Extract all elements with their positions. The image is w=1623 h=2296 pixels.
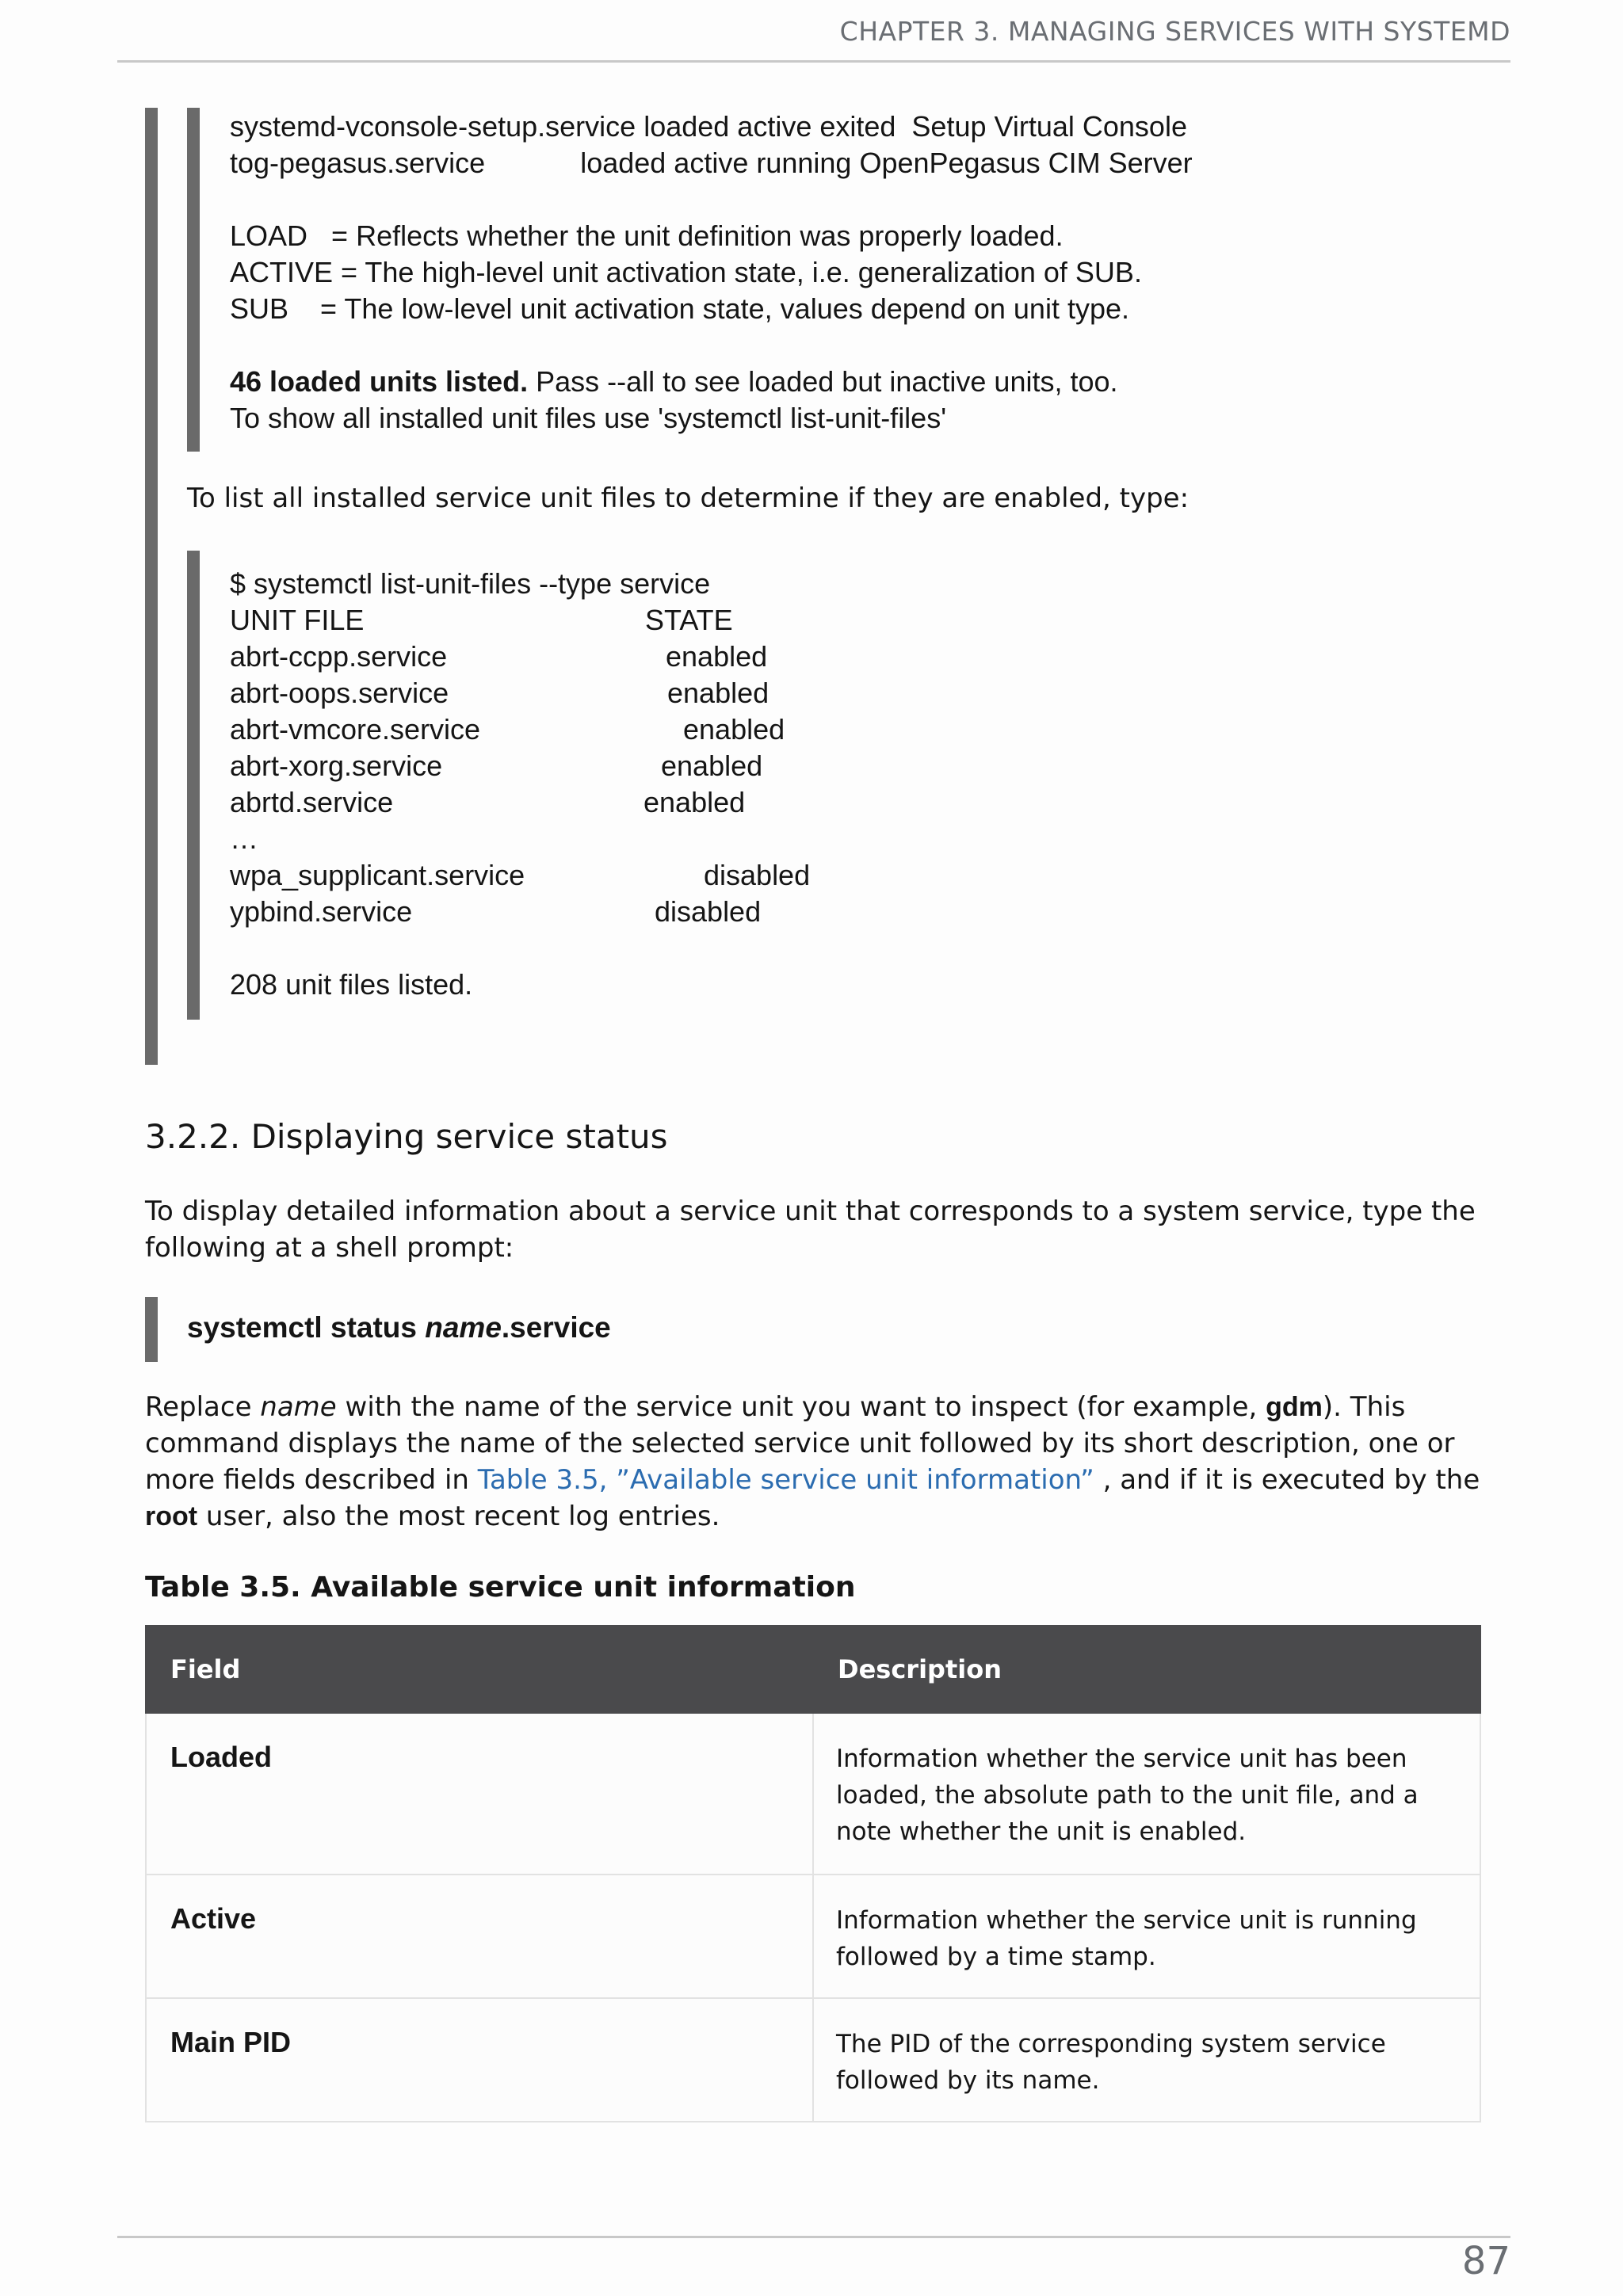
unit-files-footer: 208 unit files listed. [230, 968, 473, 1001]
description-cell: Information whether the service unit has been loaded, the absolute path to the unit file, and a note whether the unit is enabled. [813, 1713, 1480, 1875]
inline-code-gdm: gdm [1266, 1392, 1323, 1422]
header-description: Description [813, 1626, 1480, 1713]
listing-bar [187, 108, 200, 452]
inline-code-root: root [145, 1501, 198, 1531]
summary-count: 46 loaded units listed. [230, 365, 529, 398]
intro-list-files: To list all installed service unit files to determine if they are enabled, type: [187, 482, 1190, 514]
description-cell: Information whether the service unit is running followed by a time stamp. [813, 1875, 1480, 1998]
legend-line: LOAD = Reflects whether the unit definition was properly loaded. [230, 219, 1064, 252]
summary-text: Pass --all to see loaded but inactive units, too. [528, 365, 1118, 398]
unit-file-state: enabled [683, 713, 785, 746]
section-heading: 3.2.2. Displaying service status [145, 1117, 668, 1156]
command-suffix: .service [501, 1311, 611, 1344]
legend-line: ACTIVE = The high-level unit activation state, i.e. generalization of SUB. [230, 256, 1142, 288]
field-cell: Active [146, 1875, 813, 1998]
unit-files-header-unit: UNIT FILE [230, 604, 365, 636]
command-prefix: systemctl status [187, 1311, 426, 1344]
para-replace-text: Replace [145, 1391, 261, 1423]
table-row [146, 1998, 1480, 2122]
listing-summary-line2: To show all installed unit files use 'systemctl list-unit-files' [230, 402, 947, 434]
para-display-status: To display detailed information about a service unit that corresponds to a system service, type the following at a shell prompt: [145, 1196, 1476, 1264]
field-cell: Loaded [146, 1713, 813, 1875]
unit-file-name: abrt-vmcore.service [230, 713, 481, 746]
unit-file-state: disabled [704, 859, 811, 891]
table-header-row [146, 1626, 1480, 1713]
unit-file-state: enabled [666, 640, 768, 673]
field-cell: Main PID [146, 1998, 813, 2122]
table-reference-link[interactable]: Table 3.5, ”Available service unit information” [477, 1464, 1094, 1496]
para-replace [145, 1389, 1492, 1535]
para-replace-text: , and if it is executed by the [1094, 1464, 1480, 1496]
unit-files-header-state: STATE [645, 604, 733, 636]
unit-file-state: disabled [655, 895, 762, 928]
description-cell: The PID of the corresponding system service followed by its name. [813, 1998, 1480, 2122]
unit-file-state: enabled [667, 677, 769, 709]
header-rule [117, 60, 1510, 63]
table-caption: Table 3.5. Available service unit information [145, 1571, 856, 1604]
unit-file-name: abrt-xorg.service [230, 749, 443, 782]
command-placeholder: name [425, 1311, 502, 1344]
listing-summary [230, 364, 1118, 400]
para-replace-text: ). This command displays the name of the selected service unit followed by its short description, one or more fields described in [145, 1391, 1455, 1496]
command-bar [145, 1297, 158, 1362]
unit-listing-row: systemd-vconsole-setup.service loaded active exited Setup Virtual Console [230, 110, 1187, 143]
command-example [187, 1311, 611, 1344]
service-unit-table [145, 1625, 1481, 2122]
para-replace-text: with the name of the service unit you want to inspect (for example, [336, 1391, 1266, 1423]
unit-file-name: abrtd.service [230, 786, 394, 818]
para-replace-italic: name [260, 1391, 337, 1423]
running-header: CHAPTER 3. MANAGING SERVICES WITH SYSTEMD [839, 16, 1510, 47]
unit-listing-row: tog-pegasus.service loaded active running OpenPegasus CIM Server [230, 147, 1193, 179]
unit-file-state: enabled [661, 749, 763, 782]
outer-example-bar [145, 108, 158, 1065]
table-row [146, 1713, 1480, 1875]
footer-rule [117, 2236, 1510, 2238]
legend-line: SUB = The low-level unit activation state, values depend on unit type. [230, 292, 1130, 325]
unit-file-name: ypbind.service [230, 895, 413, 928]
page-number: 87 [1461, 2239, 1510, 2283]
unit-file-state: enabled [643, 786, 746, 818]
unit-file-ellipsis: … [230, 822, 258, 855]
header-field: Field [146, 1626, 813, 1713]
unit-files-command: $ systemctl list-unit-files --type service [230, 567, 711, 600]
unit-file-name: abrt-oops.service [230, 677, 449, 709]
table-row [146, 1875, 1480, 1998]
para-replace-text: user, also the most recent log entries. [197, 1501, 720, 1532]
unit-file-name: abrt-ccpp.service [230, 640, 448, 673]
unit-files-bar [187, 551, 200, 1020]
unit-file-name: wpa_supplicant.service [230, 859, 525, 891]
